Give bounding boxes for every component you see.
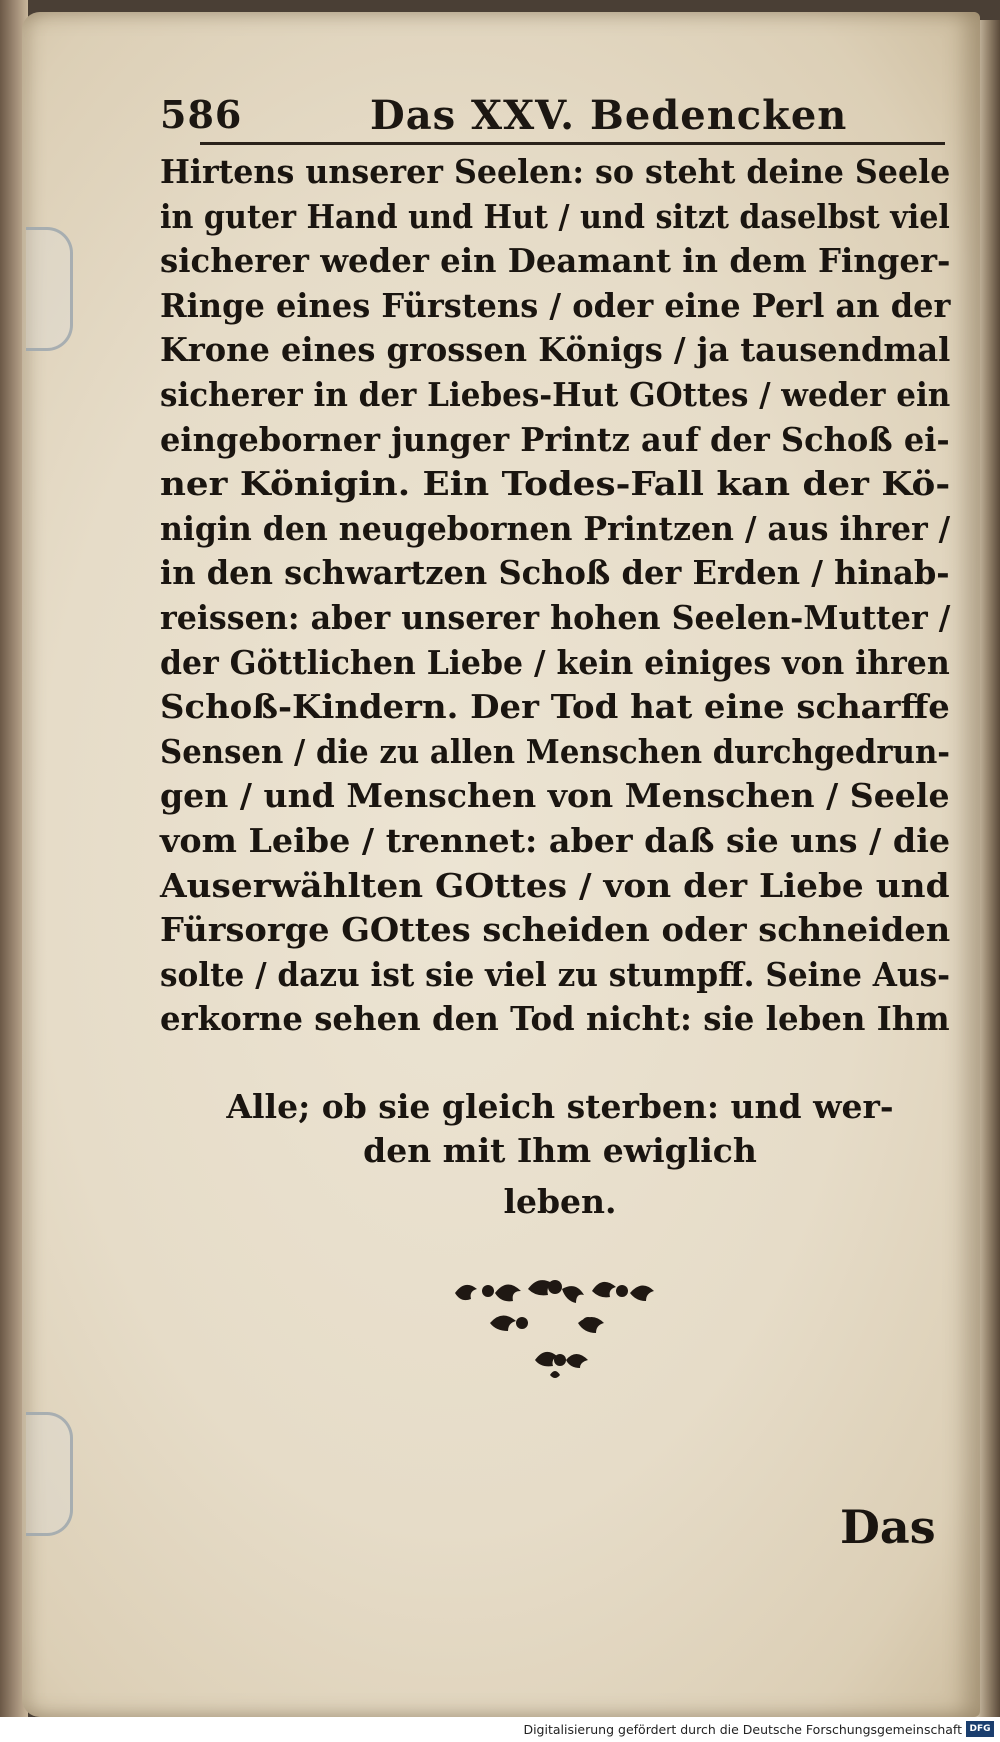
text-line: Hirtens unserer Seelen: so steht deine Seele bbox=[160, 152, 951, 191]
text-line: Auserwählten GOttes / von der Liebe und bbox=[160, 865, 950, 905]
text-line: Krone eines grossen Königs / ja tausendmal bbox=[160, 330, 951, 370]
text-line: Schoß-Kindern. Der Tod hat eine scharffe bbox=[160, 687, 950, 727]
text-line: in guter Hand und Hut / und sitzt daselbst viel bbox=[160, 196, 950, 236]
page-clip-bottom bbox=[26, 1412, 73, 1536]
catchword: Das bbox=[840, 1500, 936, 1554]
text-line: ner Königin. Ein Todes-Fall kan der Kö- bbox=[160, 464, 951, 504]
text-line: reissen: aber unserer hohen Seelen-Mutter / bbox=[160, 597, 951, 637]
funding-credit: Digitalisierung gefördert durch die Deutsche Forschungsgemeinschaft bbox=[523, 1722, 962, 1737]
text-line: sicherer in der Liebes-Hut GOttes / weder ein bbox=[160, 374, 951, 414]
text-line: gen / und Menschen von Menschen / Seele bbox=[160, 776, 950, 816]
dfg-logo: DFG bbox=[966, 1721, 994, 1737]
text-line: sicherer weder ein Deamant in dem Finger- bbox=[160, 241, 951, 281]
text-line: Ringe eines Fürstens / oder eine Perl an der bbox=[160, 285, 951, 325]
page-clip-top bbox=[26, 227, 73, 351]
text-line: solte / dazu ist sie viel zu stumpff. Seine Aus- bbox=[160, 954, 951, 994]
text-line: in den schwartzen Schoß der Erden / hinab- bbox=[160, 553, 950, 593]
body-text bbox=[160, 150, 960, 1042]
running-title: Das XXV. Bedencken bbox=[370, 92, 848, 139]
text-line: Sensen / die zu allen Menschen durchgedrun- bbox=[160, 731, 951, 771]
header-rule bbox=[200, 142, 945, 145]
text-line: Fürsorge GOttes scheiden oder schneiden bbox=[160, 910, 951, 950]
text-line: der Göttlichen Liebe / kein einiges von ihren bbox=[160, 642, 950, 682]
fleuron-ornament-icon bbox=[450, 1265, 660, 1385]
closing-line-2: den mit Ihm ewiglich bbox=[363, 1131, 757, 1170]
closing-line-3: leben. bbox=[503, 1182, 617, 1221]
text-line: erkorne sehen den Tod nicht: sie leben Ihm bbox=[160, 999, 950, 1039]
text-line: nigin den neugebornen Printzen / aus ihrer / bbox=[160, 508, 951, 548]
page-number: 586 bbox=[160, 92, 243, 137]
closing-line-1: Alle; ob sie gleich sterben: und wer- bbox=[226, 1087, 894, 1126]
text-line: eingeborner junger Printz auf der Schoß ei- bbox=[160, 419, 950, 459]
page-header bbox=[160, 92, 950, 142]
text-line: vom Leibe / trennet: aber daß sie uns / die bbox=[160, 820, 951, 860]
